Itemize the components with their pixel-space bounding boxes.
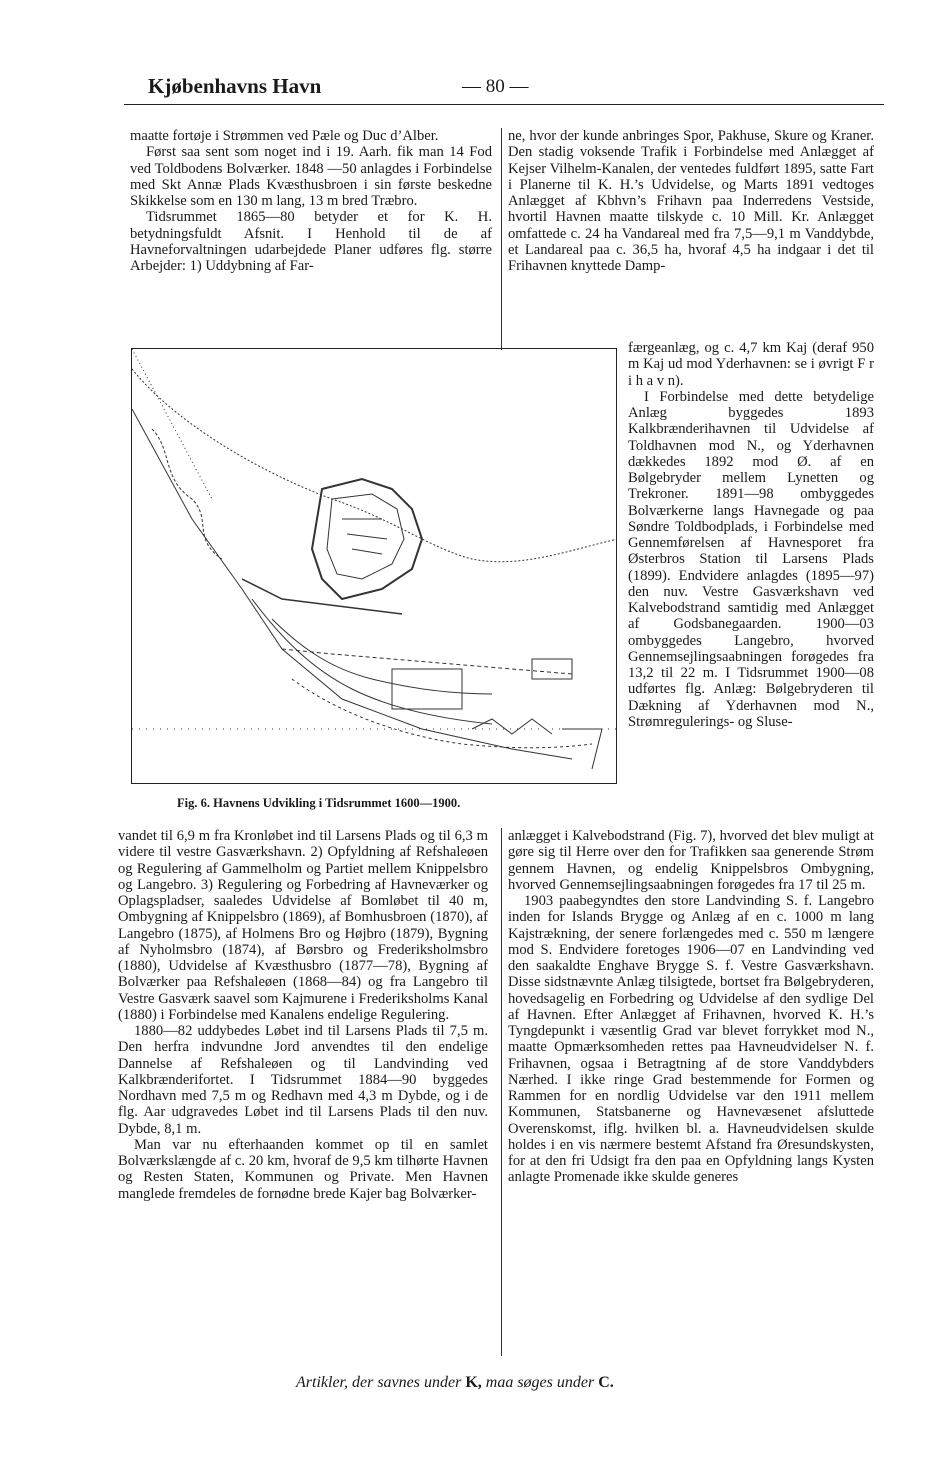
harbour-map-figure	[131, 348, 617, 784]
page-header	[124, 70, 884, 105]
paragraph: I Forbindelse med dette betydelige Anlæg byggedes 1893 Kalkbrænderihavnen til Udvidelse af Toldhavnen mod N., og Yderhavnen dækkedes 1892 mod Ø. af en Bølgebryder mellem Lynetten og Trekroner. 1891—98 ombyggedes Bolværkerne langs Havnegade og paa Søndre Toldbodplads, i Forbindelse med Gennemførelsen af Havnesporet fra Østerbros Station til Larsens Plads (1899). Endvidere anlagdes (1895—97) den nuv. Vestre Gasværkshavn ved Kalvebodstrand samtidig med Anlægget af Godsbanegaarden. 1900—03 ombyggedes Langebro, hvorved Gennemsejlingsaabningen forøgedes fra 13,2 til 22 m. I Tidsrummet 1900—08 udførtes flg. Anlæg: Bølgebryderen til Dækning af Yderhavnen mod N., Strømregulerings- og Sluse-	[628, 388, 874, 730]
right-column-top	[508, 128, 874, 274]
footer-prefix: Artikler, der savnes under	[296, 1374, 466, 1391]
paragraph: færgeanlæg, og c. 4,7 km Kaj (deraf 950 m Kaj ud mod Yderhavnen: se i øvrigt F r i h a v n).	[628, 340, 874, 389]
paragraph: Tidsrummet 1865—80 betyder et for K. H. betydningsfuldt Afsnit. I Henhold til de af Havneforvaltningen udarbejdede Planer udføres flg. større Arbejder: 1) Uddybning af Far-	[130, 209, 492, 274]
figure-caption: Fig. 6. Havnens Udvikling i Tidsrummet 1600—1900.	[177, 796, 461, 810]
column-rule	[501, 828, 502, 1356]
left-column-bottom	[118, 828, 488, 1202]
paragraph: Først saa sent som noget ind i 19. Aarh. fik man 14 Fod ved Toldbodens Bolværker. 1848 —50 anlagdes i Forbindelse med Skt Annæ Plads Kvæsthusbroen i sin første beskedne Skikkelse som en 130 m lang, 13 m bred Træbro.	[130, 144, 492, 209]
right-column-bottom	[508, 828, 874, 1186]
paragraph: maatte fortøje i Strømmen ved Pæle og Duc d’Alber.	[130, 128, 439, 144]
left-column-top	[130, 128, 492, 274]
paragraph: 1903 paabegyndtes den store Landvinding S. f. Langebro inden for Islands Brygge og Anlæg af en c. 1000 m lang Kajstrækning, der senere forlængedes med c. 550 m længere mod S. Endvidere foretoges 1906—07 en Landvinding ved den saakaldte Enghave Brygge S. f. Vestre Gasværkshavn. Disse sidstnævnte Anlæg tilsigtede, bortset fra Bølgebryderen, hovedsagelig en Forbedring og Udvidelse af den sydlige Del af Havnen. Efter Anlægget af Frihavnen, hvorved K. H.’s Tyngdepunkt i væsentlig Grad var blevet forrykket mod N., maatte Opmærksomheden rettes paa Havneudvidelser N. f. Frihavnen, ogsaa i Betragtning af de store Vanddybders Nærhed. I ikke ringe Grad bestemmende for Formen og Rammen for en nordlig Udvidelse var den 1911 mellem Kommunen, Statsbanerne og Havnevæsenet afsluttede Overenskomst, iflg. hvilken bl. a. Havneudvidelsen skulde holdes i en vis nærmere bestemt Afstand fra Øresundskysten, for at den fri Udsigt fra den paa en Opfyldning langs Kysten anlagte Promenade ikke skulde generes	[508, 893, 874, 1186]
right-column-beside-figure	[628, 340, 874, 730]
footer-middle: maa søges under	[481, 1374, 599, 1391]
paragraph: ne, hvor der kunde anbringes Spor, Pakhuse, Skure og Kraner. Den stadig voksende Trafik i Forbindelse med Anlægget af Kejser Vilhelm-Kanalen, der ventedes fuldført 1895, satte Fart i Planerne til K. H.’s Udvidelse, og Marts 1891 vedtoges Anlægget af Kbhvn’s Frihavn paa Inderredens Vestside, hvortil Havnen maatte tilskyde c. 10 Mill. Kr. Anlægget omfattede c. 24 ha Vandareal med fra 7,5—9,1 m Vanddybde, et Landareal paa c. 36,5 ha, hvoraf 4,5 ha indgaar i det til Frihavnen knyttede Damp-	[508, 128, 874, 274]
footer-letter-k: K,	[465, 1374, 482, 1391]
running-title: Kjøbenhavns Havn	[148, 74, 322, 98]
paragraph: anlægget i Kalvebodstrand (Fig. 7), hvorved det blev muligt at gøre sig til Herre over den for Trafikken saa generende Strøm gennem Havnen, og endelig Knippelsbros Ombygning, hvorved Gennemsejlingsaabningen forøgedes fra 17 til 25 m.	[508, 828, 874, 893]
paragraph: vandet til 6,9 m fra Kronløbet ind til Larsens Plads og til 6,3 m videre til vestre Gasværkshavn. 2) Opfyldning af Refshaleøen og Regulering af Gammelholm og Partiet mellem Knippelsbro og Langebro. 3) Regulering og Forbedring af Havneværker og Oplagspladser, saaledes Udvidelse af Bomløbet til 40 m, Ombygning af Knippelsbro (1869), af Bomhusbroen (1870), af Langebro (1875), af Holmens Bro og Højbro (1879), Bygning af Nyholmsbro (1874), af Børsbro og Frederiksholmsbro (1880), Udvidelse af Kvæsthusbro (1877—78), Bygning af Bolværker paa Refshaleøen (1868—84) og fra Langebro til Vestre Gasværk saavel som Kajmurene i Frederiksholms Kanal (1880) i Forbindelse med Kanalens endelige Regulering.	[118, 828, 488, 1023]
column-rule	[501, 128, 502, 350]
footer-letter-c: C.	[598, 1374, 614, 1391]
footer-note	[296, 1374, 716, 1392]
harbour-map-drawing	[132, 349, 617, 784]
paragraph: Man var nu efterhaanden kommet op til en samlet Bolværkslængde af c. 20 km, hvoraf de 9,5 km tilhørte Havnen og Resten Staten, Kommunen og Private. Men Havnen manglede fremdeles de fornødne brede Kajer bag Bolværker-	[118, 1136, 488, 1202]
paragraph: 1880—82 uddybedes Løbet ind til Larsens Plads til 7,5 m. Den herfra indvundne Jord anvendtes til den endelige Dannelse af Refshaleøen og til Landvinding ved Kalkbrænderifortet. I Tidsrummet 1884—90 byggedes Nordhavn med 7,5 m og Redhavn med 4,3 m Dybde, og i de flg. Aar udgravedes Løbet ind til Larsens Plads til den nuv. Dybde, 8,1 m.	[118, 1023, 488, 1137]
page-number: — 80 —	[462, 76, 529, 97]
